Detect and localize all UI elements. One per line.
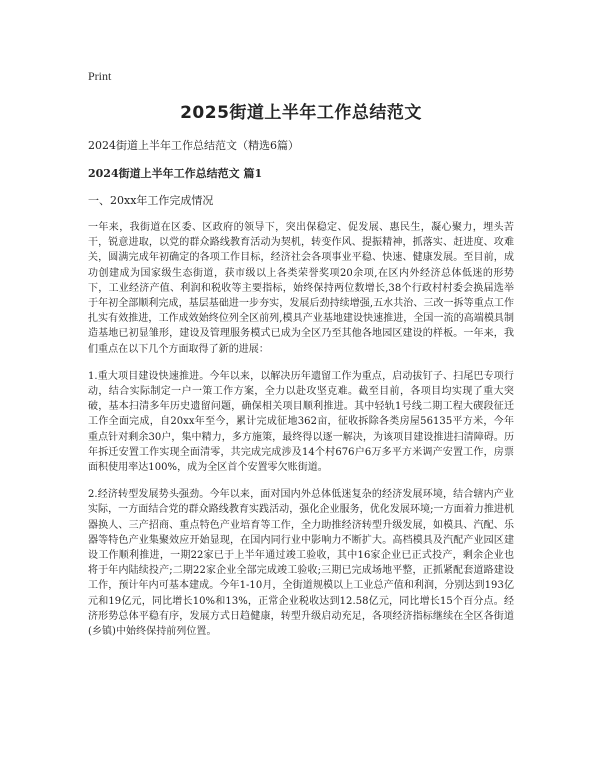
- paragraph-economy: 2.经济转型发展势头强劲。今年以来，面对国内外总体低迷复杂的经济发展环境，结合辖内产业实际，一方面结合党的群众路线教育实践活动，强化企业服务，优化发展环境;一方面着力推进机器换人、三产招商、重点特色产业培育等工作，全力助推经济转型升级发展，如模具、汽配、乐器等特色产业集聚效应开始显现，在国内同行业中影响力不断扩大。高档模具及汽配产业园区建设工作顺利推进，一期22家已于上半年通过竣工验收，其中16家企业已正式投产，剩余企业也将于年内陆续投产;二期22家企业全部完成竣工验收;三期已完成场地平整，正抓紧配套道路建设工作，预计年内可基本建成。今年1-10月，全街道规模以上工业总产值和利润，分别达到193亿元和19亿元，同比增长10%和13%，正常企业税收达到12.58亿元，同比增长15个百分点。经济形势总体平稳有序，发展方式日趋健康，转型升级启动充足，各项经济指标继续在全区各街道(乡镇)中始终保持前列位置。: [88, 489, 514, 638]
- paragraph-projects: 1.重大项目建设快速推进。今年以来，以解决历年遗留工作为重点，启动拔钉子、扫尾巴专项行动，结合实际制定一户一策工作方案，全力以赴攻坚克难。截至目前，各项目均实现了重大突破，基本扫清多年历史遗留问题，确保相关项目顺利推进。其中轻轨1号线二期工程大碶段征迁工作全面完成，自20xx年至今，累计完成征地362亩，征收拆除各类房屋56135平方米，今年重点针对剩余30户，集中精力，多方施策，最终得以逐一解决，为该项目建设推进扫清障碍。历年拆迁安置工作实现全面清零，共完成完成涉及14个村676户6万多平方米调产安置工作，房票面积使用率达100%，成为全区首个安置零欠账街道。: [88, 370, 514, 474]
- document-title: 2025街道上半年工作总结范文: [180, 103, 422, 123]
- section-title: 2024街道上半年工作总结范文 篇1: [88, 167, 263, 180]
- paragraph-intro: 一年来，我街道在区委、区政府的领导下，突出保稳定、促发展、惠民生，凝心聚力，埋头苦干，锐意进取，以党的群众路线教育活动为契机，转变作风、提振精神，抓落实、赶进度、攻难关，圆满完成年初确定的各项工作目标，经济社会各项事业平稳、快速、健康发展。至目前，成功创建成为国家级生态街道，获市级以上各类荣誉奖项20余项,在区内外经济总体低迷的形势下，工业经济产值、利润和税收等主要指标，始终保持两位数增长,38个行政村村委会换届选举于年初全部顺利完成，基层基础进一步夯实，发展后劲持续增强,五水共治、三改一拆等重点工作扎实有效推进，工作成效始终位列全区前列,模具产业基地建设快速推进，全国一流的高端模具制造基地已初显雏形，建设及管理服务模式已成为全区乃至其他各地园区建设的样板。一年来，我们重点在以下几个方面取得了新的进展：: [88, 222, 514, 355]
- document-subtitle: 2024街道上半年工作总结范文（精选6篇）: [88, 139, 299, 152]
- document-page: [88, 68, 514, 651]
- section-heading: 一、20xx年工作完成情况: [88, 194, 214, 207]
- print-label[interactable]: Print: [88, 69, 112, 83]
